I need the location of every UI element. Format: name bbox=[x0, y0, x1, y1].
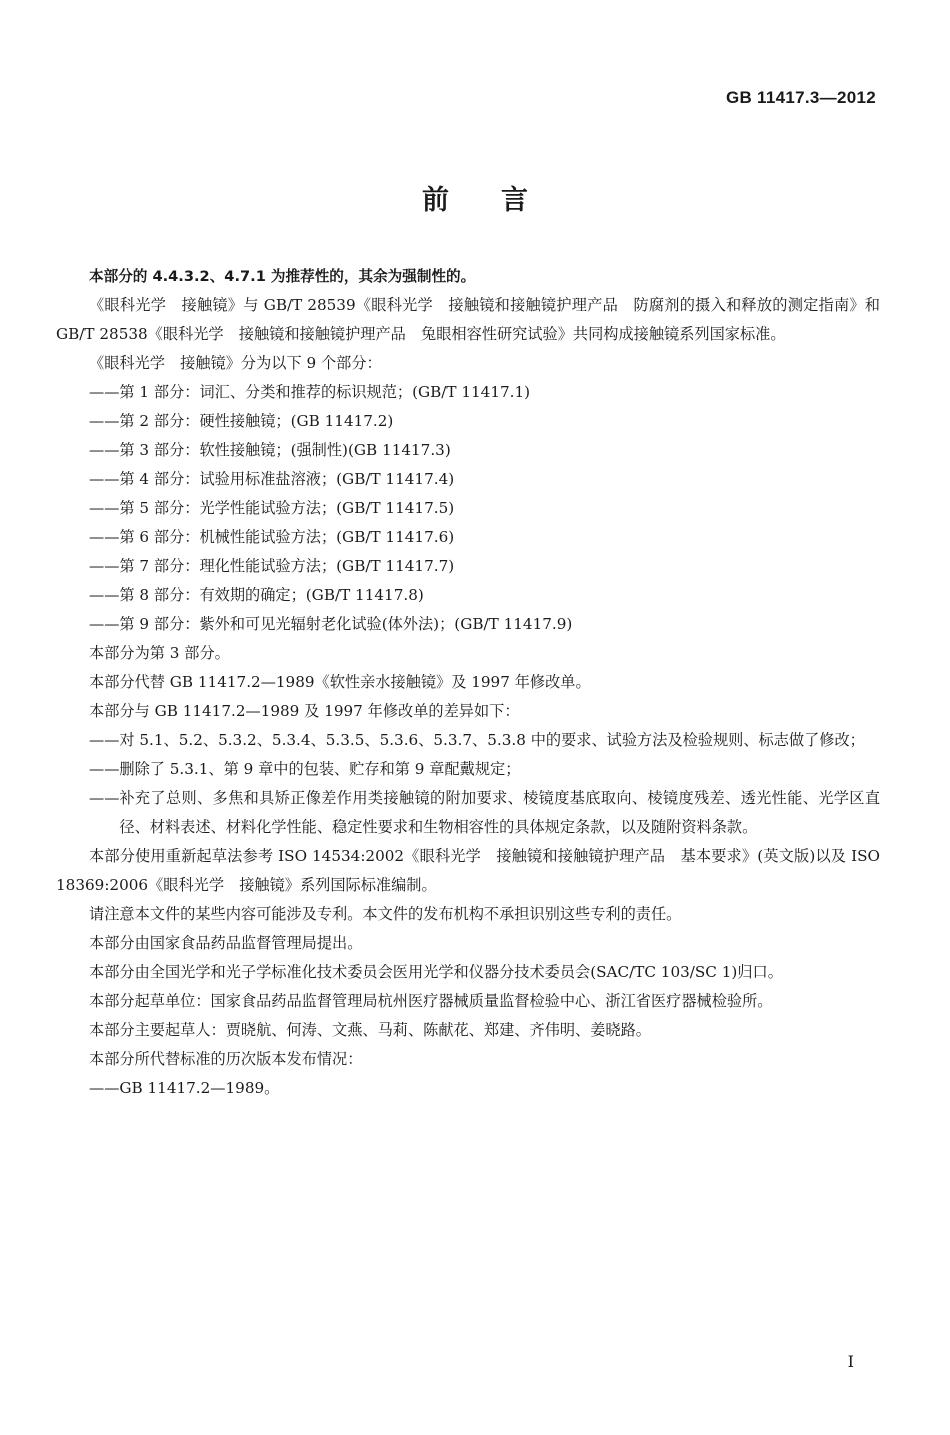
dash-item bbox=[56, 494, 880, 523]
dash-mark: —— bbox=[89, 412, 120, 430]
dash-item bbox=[56, 407, 880, 436]
dash-item-text: 第 2 部分：硬性接触镜；(GB 11417.2) bbox=[119, 412, 394, 430]
dash-item-text: 第 9 部分：紫外和可见光辐射老化试验(体外法)；(GB/T 11417.9) bbox=[119, 615, 573, 633]
dash-item bbox=[56, 1074, 880, 1103]
scope-statement: 本部分的 4.4.3.2、4.7.1 为推荐性的，其余为强制性的。 bbox=[89, 268, 476, 285]
paragraph: 本部分主要起草人：贾晓航、何涛、文燕、马莉、陈献花、郑建、齐伟明、姜晓路。 bbox=[89, 1021, 651, 1039]
dash-item bbox=[56, 523, 880, 552]
dash-item-text: 第 7 部分：理化性能试验方法；(GB/T 11417.7) bbox=[119, 557, 455, 575]
dash-mark: —— bbox=[89, 470, 120, 488]
paragraph: 《眼科光学 接触镜》分为以下 9 个部分： bbox=[89, 354, 382, 372]
dash-item bbox=[56, 581, 880, 610]
dash-item bbox=[56, 784, 880, 842]
dash-item bbox=[56, 465, 880, 494]
paragraph: 本部分代替 GB 11417.2—1989《软性亲水接触镜》及 1997 年修改单。 bbox=[89, 673, 591, 691]
dash-item bbox=[56, 726, 880, 755]
dash-item bbox=[56, 610, 880, 639]
dash-mark: —— bbox=[89, 586, 120, 604]
standard-code: GB 11417.3—2012 bbox=[725, 88, 876, 107]
paragraph: 本部分由全国光学和光子学标准化技术委员会医用光学和仪器分技术委员会(SAC/TC 103/SC 1)归口。 bbox=[89, 963, 783, 981]
dash-item-text: 第 3 部分：软性接触镜；(强制性)(GB 11417.3) bbox=[119, 441, 451, 459]
dash-mark: —— bbox=[89, 760, 120, 778]
dash-item-text: 删除了 5.3.1、第 9 章中的包装、贮存和第 9 章配戴规定； bbox=[119, 760, 521, 778]
dash-mark: —— bbox=[89, 1079, 120, 1097]
foreword-body bbox=[56, 262, 880, 1103]
dash-mark: —— bbox=[89, 731, 120, 749]
dash-item-text: 补充了总则、多焦和具矫正像差作用类接触镜的附加要求、棱镜度基底取向、棱镜度残差、透光性能、光学区直径、材料表述、材料化学性能、稳定性要求和生物相容性的具体规定条款，以及随附资料条款。 bbox=[119, 789, 880, 836]
dash-mark: —— bbox=[89, 557, 120, 575]
page-number: I bbox=[847, 1352, 854, 1371]
dash-item-text: 对 5.1、5.2、5.3.2、5.3.4、5.3.5、5.3.6、5.3.7、5.3.8 中的要求、试验方法及检验规则、标志做了修改； bbox=[119, 731, 865, 749]
dash-item bbox=[56, 436, 880, 465]
dash-mark: —— bbox=[89, 383, 120, 401]
dash-item-text: 第 5 部分：光学性能试验方法；(GB/T 11417.5) bbox=[119, 499, 455, 517]
dash-mark: —— bbox=[89, 789, 120, 807]
paragraph: 本部分起草单位：国家食品药品监督管理局杭州医疗器械质量监督检验中心、浙江省医疗器械检验所。 bbox=[89, 992, 773, 1010]
paragraph: 本部分使用重新起草法参考 ISO 14534:2002《眼科光学 接触镜和接触镜护理产品 基本要求》(英文版)以及 ISO 18369:2006《眼科光学 接触镜》系列国际标准编制。 bbox=[56, 847, 880, 894]
dash-item bbox=[56, 755, 880, 784]
paragraph: 本部分为第 3 部分。 bbox=[89, 644, 230, 662]
dash-item-text: 第 1 部分：词汇、分类和推荐的标识规范；(GB/T 11417.1) bbox=[119, 383, 531, 401]
dash-mark: —— bbox=[89, 528, 120, 546]
paragraph: 请注意本文件的某些内容可能涉及专利。本文件的发布机构不承担识别这些专利的责任。 bbox=[89, 905, 682, 923]
dash-item bbox=[56, 552, 880, 581]
dash-mark: —— bbox=[89, 615, 120, 633]
page-title: 前言 bbox=[422, 185, 580, 216]
dash-item-text: 第 4 部分：试验用标准盐溶液；(GB/T 11417.4) bbox=[119, 470, 455, 488]
dash-item-text: 第 6 部分：机械性能试验方法；(GB/T 11417.6) bbox=[119, 528, 455, 546]
dash-item-text: GB 11417.2—1989。 bbox=[119, 1079, 280, 1097]
paragraph: 本部分由国家食品药品监督管理局提出。 bbox=[89, 934, 363, 952]
dash-mark: —— bbox=[89, 441, 120, 459]
paragraph: 本部分所代替标准的历次版本发布情况： bbox=[89, 1050, 363, 1068]
dash-item-text: 第 8 部分：有效期的确定；(GB/T 11417.8) bbox=[119, 586, 424, 604]
paragraph: 本部分与 GB 11417.2—1989 及 1997 年修改单的差异如下： bbox=[89, 702, 520, 720]
dash-item bbox=[56, 378, 880, 407]
dash-mark: —— bbox=[89, 499, 120, 517]
paragraph: 《眼科光学 接触镜》与 GB/T 28539《眼科光学 接触镜和接触镜护理产品 防腐剂的摄入和释放的测定指南》和 GB/T 28538《眼科光学 接触镜和接触镜护理产品 兔眼相容性研究试验》共同构成接触镜系列国家标准。 bbox=[56, 296, 880, 343]
